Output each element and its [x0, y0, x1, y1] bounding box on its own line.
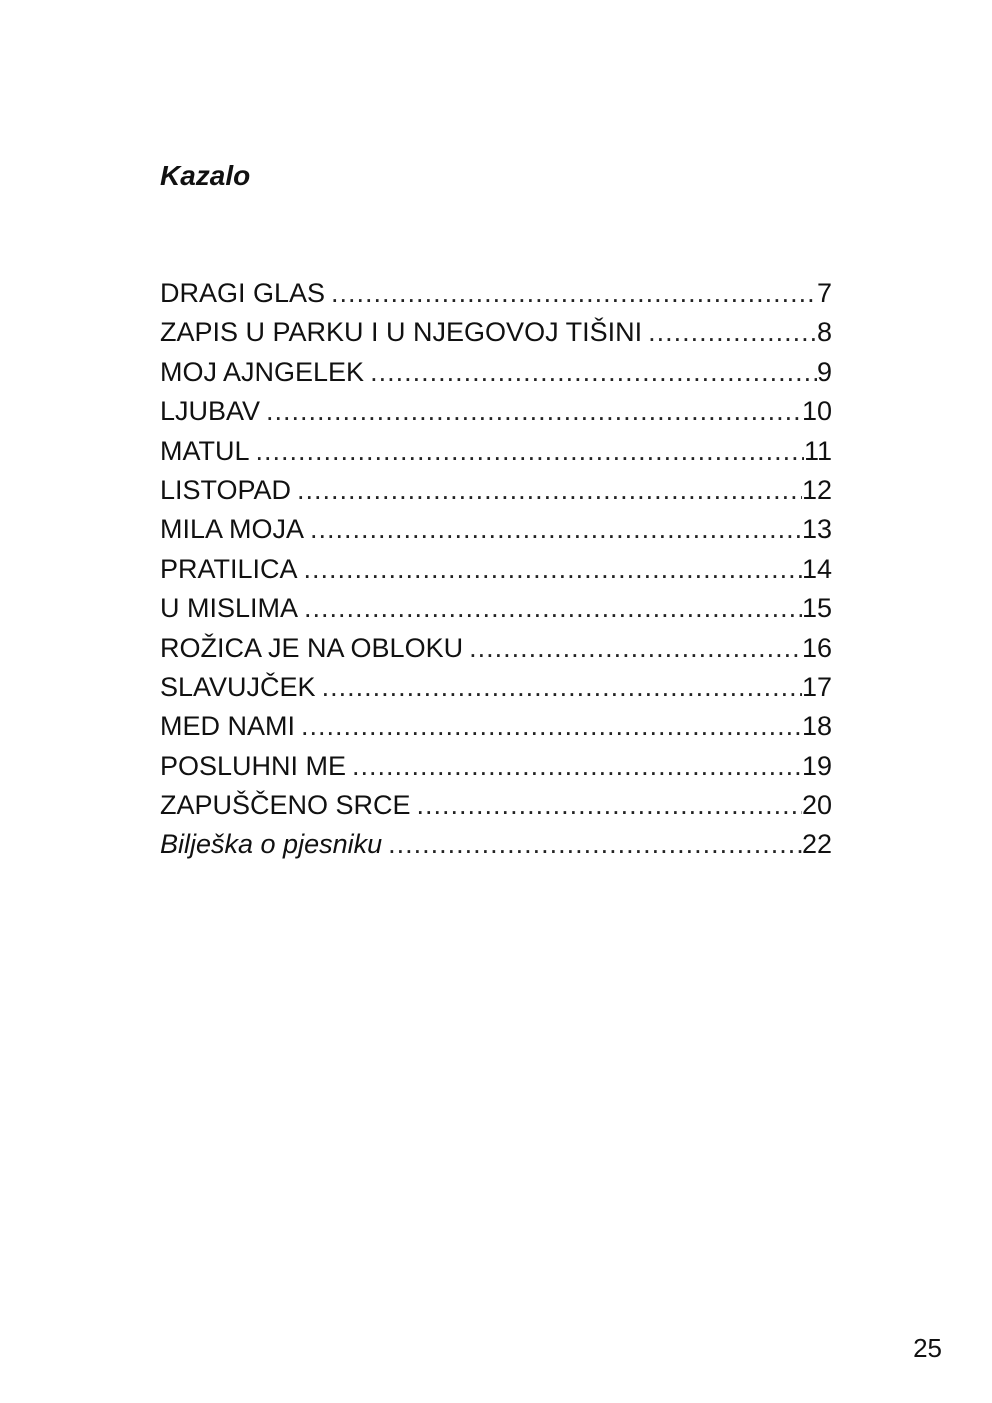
toc-entry-title: ZAPUŠČENO SRCE [160, 790, 411, 821]
page-number: 25 [913, 1333, 942, 1363]
toc-dot-leader [469, 629, 802, 668]
toc-entry-page: 9 [816, 356, 832, 387]
toc-entry-title: Bilješka o pjesniku [160, 829, 383, 860]
toc-entry-page: 8 [816, 317, 832, 348]
toc-entry-title: MED NAMI [160, 711, 295, 742]
toc-entry-page: 19 [801, 750, 832, 781]
toc-dot-leader [266, 392, 802, 431]
toc-entry-title: U MISLIMA [160, 593, 299, 624]
toc-entry-page: 16 [801, 632, 832, 663]
toc-entry-page: 13 [801, 514, 832, 545]
toc-entry [160, 668, 832, 707]
toc-entry-title: LISTOPAD [160, 474, 292, 505]
toc-entry [160, 313, 832, 352]
toc-entry-title: POSLUHNI ME [160, 750, 347, 781]
page-title: Kazalo [160, 160, 251, 191]
toc-entry [160, 747, 832, 786]
table-of-contents [160, 274, 832, 865]
toc-entry [160, 510, 832, 549]
toc-dot-leader [370, 353, 817, 392]
toc-entry-page: 15 [801, 593, 832, 624]
toc-entry-page: 17 [801, 671, 832, 702]
toc-entry-page: 11 [803, 435, 832, 466]
toc-entry-page: 12 [801, 474, 832, 505]
toc-entry-page: 22 [801, 829, 832, 860]
toc-entry-title: MATUL [160, 435, 250, 466]
toc-dot-leader [304, 589, 802, 628]
toc-dot-leader [301, 707, 802, 746]
toc-entry-title: MILA MOJA [160, 514, 305, 545]
toc-entry [160, 353, 832, 392]
toc-entry-title: SLAVUJČEK [160, 671, 316, 702]
toc-dot-leader [256, 432, 804, 471]
toc-entry-title: MOJ AJNGELEK [160, 356, 365, 387]
toc-entry [160, 629, 832, 668]
toc-entry [160, 786, 832, 825]
toc-dot-leader [331, 274, 817, 313]
toc-entry [160, 471, 832, 510]
toc-entry-title: ZAPIS U PARKU I U NJEGOVOJ TIŠINI [160, 317, 643, 348]
toc-entry-page: 20 [801, 790, 832, 821]
toc-entry [160, 589, 832, 628]
toc-dot-leader [310, 510, 802, 549]
toc-entry-page: 10 [801, 396, 832, 427]
toc-dot-leader [648, 313, 817, 352]
toc-dot-leader [352, 747, 802, 786]
toc-dot-leader [304, 550, 802, 589]
toc-entry-page: 18 [801, 711, 832, 742]
toc-dot-leader [297, 471, 802, 510]
toc-entry-title: DRAGI GLAS [160, 278, 326, 308]
toc-entry-title: PRATILICA [160, 553, 298, 584]
toc-entry [160, 432, 832, 471]
toc-entry-page: 14 [801, 553, 832, 584]
toc-dot-leader [322, 668, 802, 707]
toc-dot-leader [417, 786, 802, 825]
toc-dot-leader [388, 825, 802, 864]
toc-entry-title: ROŽICA JE NA OBLOKU [160, 632, 464, 663]
toc-entry [160, 707, 832, 746]
toc-entry [160, 274, 832, 313]
toc-entry-author-note [160, 825, 832, 864]
toc-entry-page: 7 [816, 278, 832, 308]
toc-entry-title: LJUBAV [160, 396, 261, 427]
toc-entry [160, 550, 832, 589]
toc-entry [160, 392, 832, 431]
